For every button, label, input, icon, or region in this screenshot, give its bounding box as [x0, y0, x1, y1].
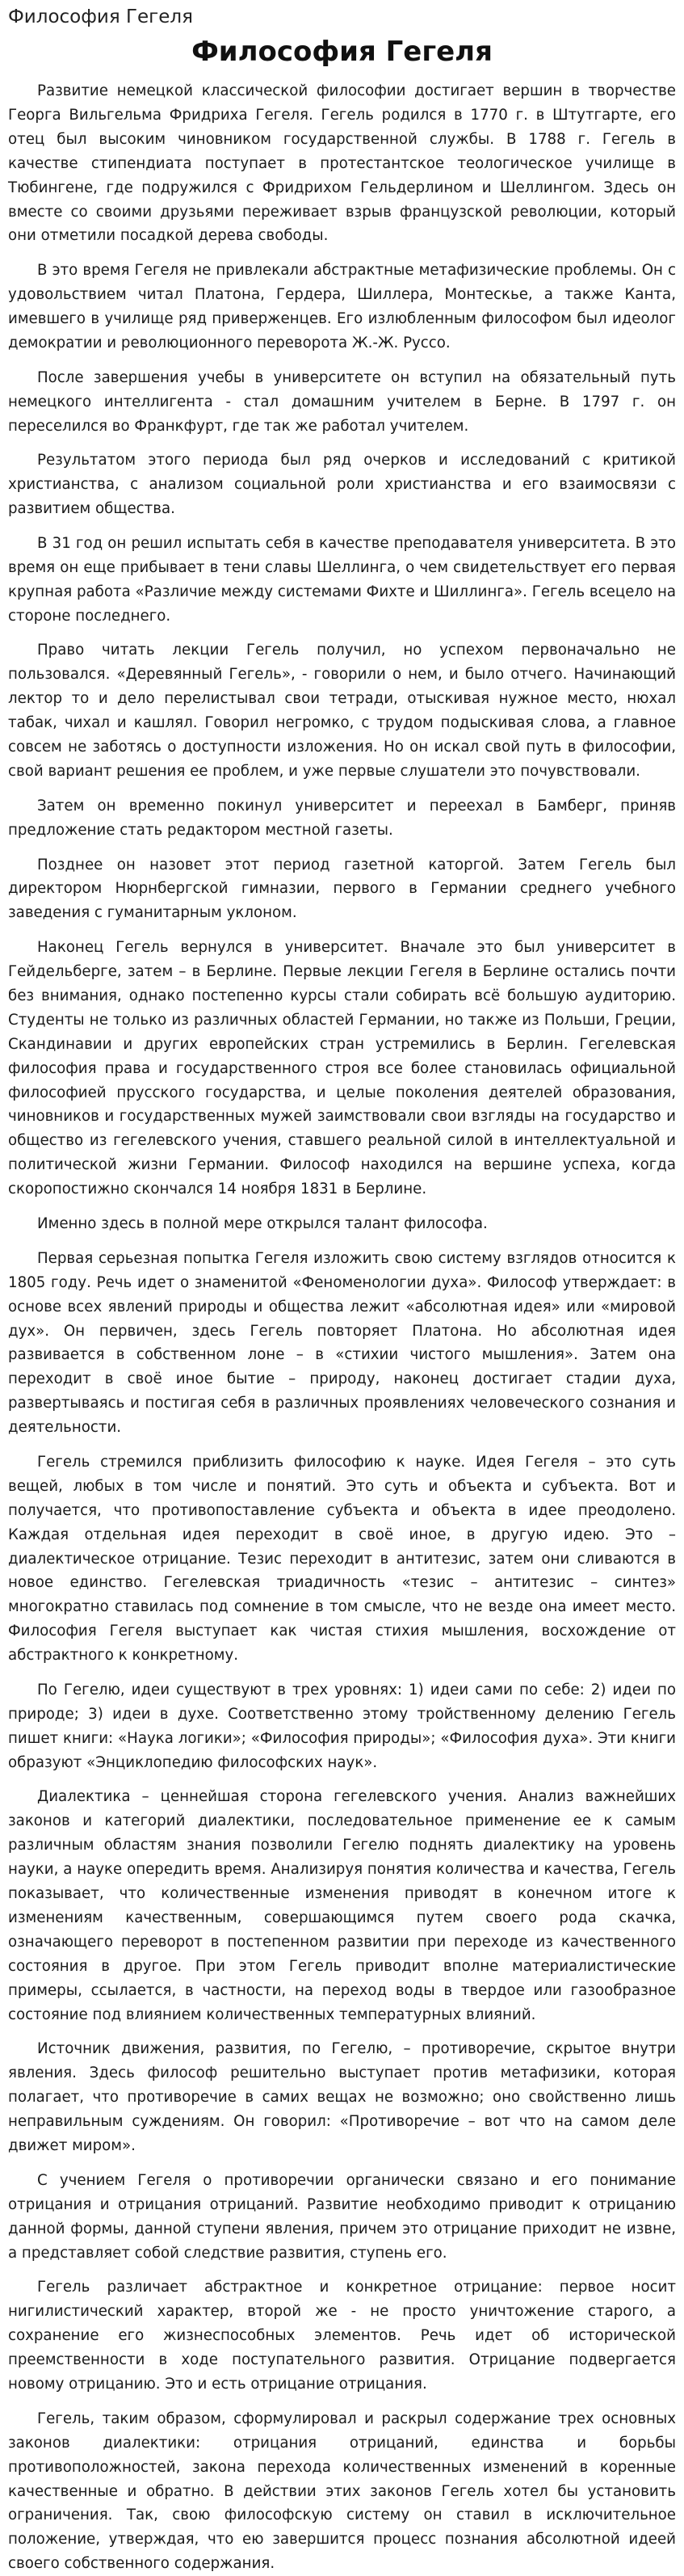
- paragraph-14: Диалектика – ценнейшая сторона гегелевского учения. Анализ важнейших законов и категорий диалектики, последовательное применение ее к самым различным областям знания позволили Гегелю поднять диалектику на уровень науки, а науке опередить время. Анализируя понятия количества и качества, Гегель показывает, что количественные изменения приводят в конечном итоге к изменениям качественным, совершающимся путем своего рода скачка, означающего переворот в постепенном развитии при переходе из качественного состояния в другое. При этом Гегель приводит вполне материалистические примеры, ссылается, в частности, на переход воды в твердое или газообразное состояние под влиянием количественных температурных влияний.: [8, 1788, 676, 2023]
- paragraph-7: Затем он временно покинул университет и переехал в Бамберг, приняв предложение стать редактором местной газеты.: [8, 797, 676, 839]
- paragraph-8: Позднее он назовет этот период газетной каторгой. Затем Гегель был директором Нюрнбергской гимназии, первого в Германии среднего учебного заведения с гуманитарным уклоном.: [8, 856, 676, 922]
- paragraph-11: Первая серьезная попытка Гегеля изложить свою систему взглядов относится к 1805 году. Речь идет о знаменитой «Феноменологии духа». Философ утверждает: в основе всех явлений природы и общества лежит «абсолютная идея» или «мировой дух». Он первичен, здесь Гегель повторяет Платона. Но абсолютная идея развивается в собственном лоне – в «стихии чистого мышления». Затем она переходит в своё иное бытие – природу, наконец достигает стадии духа, развертываясь и постигая себя в различных проявлениях человеческого сознания и деятельности.: [8, 1249, 676, 1437]
- paragraph-9: Наконец Гегель вернулся в университет. Вначале это был университет в Гейдельберге, затем – в Берлине. Первые лекции Гегеля в Берлине остались почти без внимания, однако постепенно курсы стали собирать всё большую аудиторию. Студенты не только из различных областей Германии, но также из Польши, Греции, Скандинавии и других европейских стран устремились в Берлин. Гегелевская философия права и государственного строя все более становилась официальной философией прусского государства, и целые поколения деятелей образования, чиновников и государственных мужей заимствовали свои взгляды на государство и общество из гегелевского учения, ставшего реальной силой в интеллектуальной и политической жизни Германии. Философ находился на вершине успеха, когда скоропостижно скончался 14 ноября 1831 в Берлине.: [8, 939, 676, 1198]
- paragraph-13: По Гегелю, идеи существуют в трех уровнях: 1) идеи сами по себе: 2) идеи по природе; 3) идеи в духе. Соответственно этому тройственному делению Гегель пишет книги: «Наука логики»; «Философия природы»; «Философия духа». Эти книги образуют «Энциклопедию философских наук».: [8, 1681, 676, 1771]
- paragraph-15: Источник движения, развития, по Гегелю, – противоречие, скрытое внутри явления. Здесь философ решительно выступает против метафизики, которая полагает, что противоречие в самих вещах не возможно; оно свойственно лишь неправильным суждениям. Он говорил: «Противоречие – вот что на самом деле движет миром».: [8, 2040, 676, 2155]
- paragraph-6: Право читать лекции Гегель получил, но успехом первоначально не пользовался. «Деревянный Гегель», - говорили о нем, и было отчего. Начинающий лектор то и дело перелистывал свои тетради, отыскивая нужное место, нюхал табак, чихал и кашлял. Говорил негромко, с трудом подыскивая слова, а главное совсем не заботясь о доступности изложения. Но он искал свой путь в философии, свой вариант решения ее проблем, и уже первые слушатели это почувствовали.: [8, 642, 676, 781]
- paragraph-18: Гегель, таким образом, сформулировал и раскрыл содержание трех основных законов диалектики: отрицания отрицаний, единства и борьбы противоположностей, закона перехода количественных изменений в коренные качественные и обратно. В действии этих законов Гегель хотел бы установить ограничения. Так, свою философскую систему он ставил в исключительное положение, утверждая, что ею завершится процесс познания абсолютной идеей своего собственного содержания.: [8, 2410, 676, 2573]
- paragraph-16: С учением Гегеля о противоречии органически связано и его понимание отрицания и отрицания отрицаний. Развитие необходимо приводит к отрицанию данной формы, данной ступени явления, причем это отрицание приходит не извне, а представляет собой следствие развития, ступень его.: [8, 2171, 676, 2262]
- paragraph-3: После завершения учебы в университете он вступил на обязательный путь немецкого интеллигента - стал домашним учителем в Берне. В 1797 г. он переселился во Франкфурт, где так же работал учителем.: [8, 368, 676, 435]
- paragraph-4: Результатом этого периода был ряд очерков и исследований с критикой христианства, с анализом социальной роли христианства и его взаимосвязи с развитием общества.: [8, 452, 676, 518]
- page-title: Философия Гегеля: [191, 36, 493, 68]
- paragraph-1: Развитие немецкой классической философии достигает вершин в творчестве Георга Вильгельма Фридриха Гегеля. Гегель родился в 1770 г. в Штутгарте, его отец был высоким чиновником государственной службы. В 1788 г. Гегель в качестве стипендиата поступает в протестантское теологическое училище в Тюбингене, где подружился с Фридрихом Гельдерлином и Шеллингом. Здесь он вместе со своими друзьями переживает взрыв французской революции, который они отметили посадкой дерева свободы.: [8, 82, 676, 245]
- paragraph-5: В 31 год он решил испытать себя в качестве преподавателя университета. В это время он еще прибывает в тени славы Шеллинга, о чем свидетельствует его первая крупная работа «Различие между системами Фихте и Шиллинга». Гегель всецело на стороне последнего.: [8, 534, 676, 625]
- paragraph-12: Гегель стремился приблизить философию к науке. Идея Гегеля – это суть вещей, любых в том числе и понятий. Это суть и объекта и субъекта. Вот и получается, что противопоставление субъекта и объекта в идее преодолено. Каждая отдельная идея переходит в своё иное, в другую идею. Это – диалектическое отрицание. Тезис переходит в антитезис, затем они сливаются в новое единство. Гегелевская триадичность «тезис – антитезис – синтез» многократно ставилась под сомнение в том смысле, что не везде она имеет место. Философия Гегеля выступает как чистая стихия мышления, восхождение от абстрактного к конкретному.: [8, 1453, 676, 1665]
- window-title: Философия Гегеля: [8, 6, 193, 27]
- paragraph-2: В это время Гегеля не привлекали абстрактные метафизические проблемы. Он с удовольствием читал Платона, Гердера, Шиллера, Монтескье, а также Канта, имевшего в училище ряд приверженцев. Его излюбленным философом был идеолог демократии и революционного переворота Ж.-Ж. Руссо.: [8, 262, 676, 351]
- paragraph-17: Гегель различает абстрактное и конкретное отрицание: первое носит нигилистический характер, второй же - не просто уничтожение старого, а сохранение его жизнеспособных элементов. Речь идет об исторической преемственности в ходе поступательного развития. Отрицание подвергается новому отрицанию. Это и есть отрицание отрицания.: [8, 2279, 676, 2393]
- paragraph-10: Именно здесь в полной мере открылся талант философа.: [37, 1214, 488, 1232]
